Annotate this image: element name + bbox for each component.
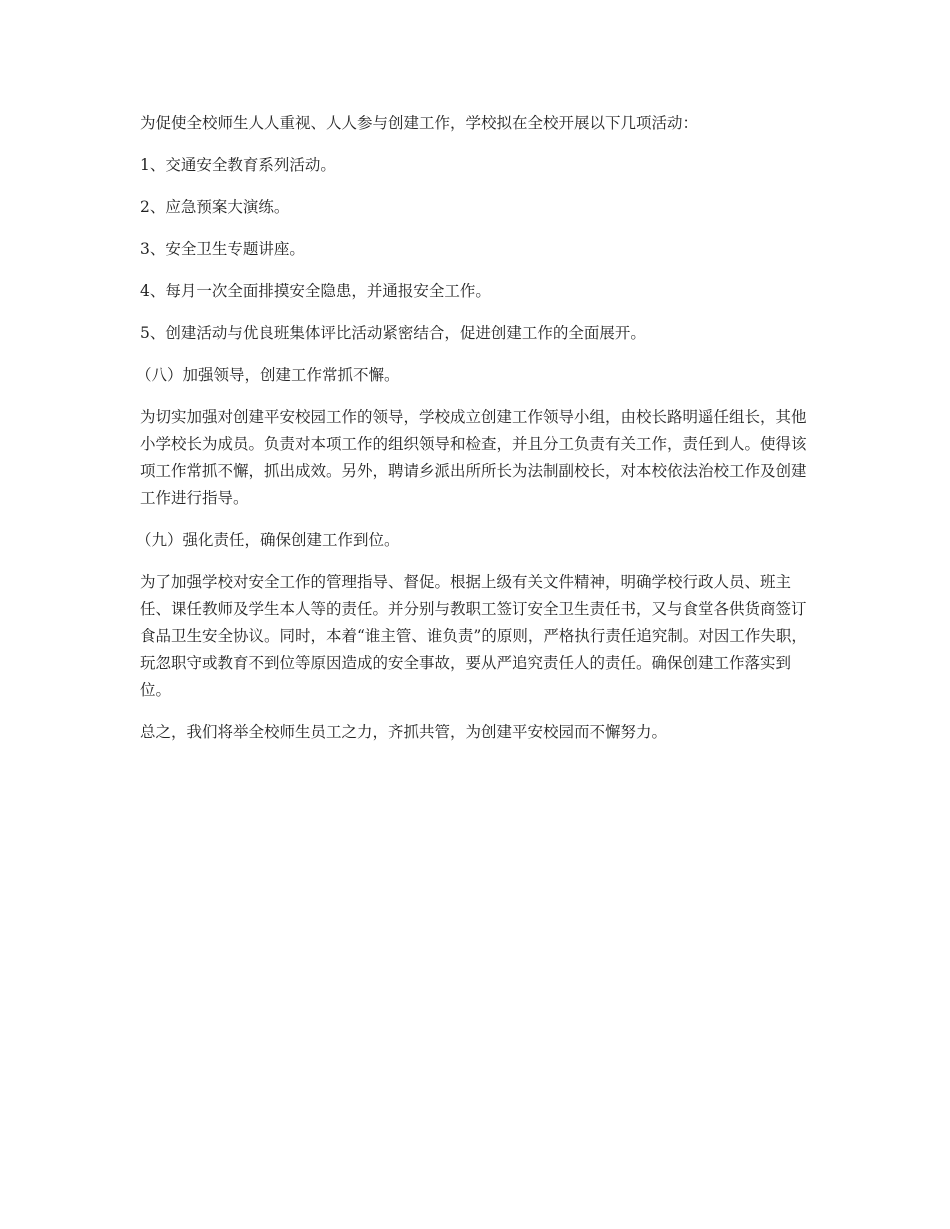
section-heading-8: （八）加强领导，创建工作常抓不懈。 <box>136 366 400 384</box>
document-page <box>136 110 812 761</box>
activity-item-2: 2、应急预案大演练。 <box>140 198 290 216</box>
responsibility-paragraph: 为了加强学校对安全工作的管理指导、督促。根据上级有关文件精神，明确学校行政人员、班主任、课任教师及学生本人等的责任。并分别与教职工签订安全卫生责任书，又与食堂各供货商签订食品卫生安全协议。同时，本着“谁主管、谁负责”的原则，严格执行责任追究制。对因工作失职，玩忽职守或教育不到位等原因造成的安全事故，要从严追究责任人的责任。确保创建工作落实到位。 <box>140 573 807 699</box>
section-heading-9: （九）强化责任，确保创建工作到位。 <box>136 531 400 549</box>
activity-item-5: 5、创建活动与优良班集体评比活动紧密结合，促进创建工作的全面展开。 <box>140 324 646 342</box>
conclusion-paragraph: 总之，我们将举全校师生员工之力，齐抓共管，为创建平安校园而不懈努力。 <box>140 723 668 741</box>
activity-item-4: 4、每月一次全面排摸安全隐患，并通报安全工作。 <box>140 282 491 300</box>
leadership-paragraph: 为切实加强对创建平安校园工作的领导，学校成立创建工作领导小组，由校长路明遥任组长，其他小学校长为成员。负责对本项工作的组织领导和检查，并且分工负责有关工作，责任到人。使得该项工作常抓不懈，抓出成效。另外，聘请乡派出所所长为法制副校长，对本校依法治校工作及创建工作进行指导。 <box>140 408 807 507</box>
intro-paragraph: 为促使全校师生人人重视、人人参与创建工作，学校拟在全校开展以下几项活动： <box>140 114 699 132</box>
activity-item-3: 3、安全卫生专题讲座。 <box>140 240 305 258</box>
activity-item-1: 1、交通安全教育系列活动。 <box>140 156 336 174</box>
